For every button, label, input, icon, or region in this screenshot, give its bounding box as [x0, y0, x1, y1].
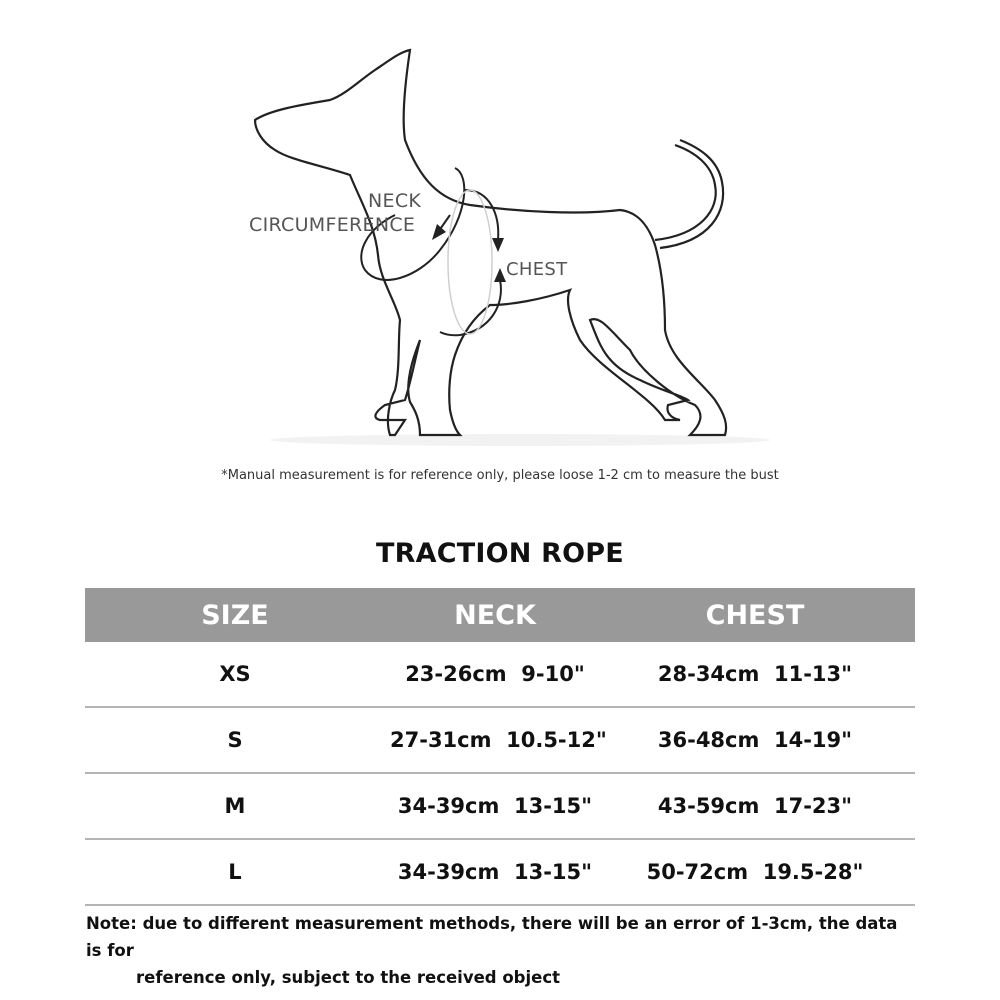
header-chest: CHEST: [705, 599, 805, 631]
chest-cell: 43-59cm 17-23": [657, 794, 853, 818]
table-header: [85, 588, 915, 642]
neck-cell: 27-31cm 10.5-12": [390, 728, 607, 752]
table-row: [85, 840, 915, 906]
neck-cell: 34-39cm 13-15": [397, 860, 593, 884]
chest-cell: 36-48cm 14-19": [657, 728, 853, 752]
size-cell: XS: [219, 662, 251, 686]
table-row: [85, 774, 915, 840]
table-title: TRACTION ROPE: [376, 538, 624, 569]
header-neck: NECK: [454, 599, 536, 631]
chest-label: CHEST: [506, 259, 568, 280]
size-cell: L: [228, 860, 242, 884]
size-table: [85, 588, 915, 906]
note-line-2: reference only, subject to the received object: [136, 968, 561, 987]
chest-cell: 28-34cm 11-13": [657, 662, 853, 686]
measurement-disclaimer: *Manual measurement is for reference only, please loose 1-2 cm to measure the bust: [221, 468, 779, 483]
chest-arrow-icon: [440, 190, 506, 335]
circumference-label: CIRCUMFERENCE: [249, 214, 416, 236]
size-cell: M: [224, 794, 246, 818]
table-row: [85, 708, 915, 774]
neck-cell: 34-39cm 13-15": [397, 794, 593, 818]
note-text: [86, 910, 916, 991]
neck-label: NECK: [368, 190, 422, 212]
table-row: [85, 642, 915, 708]
note-line-1: Note: due to different measurement methods, there will be an error of 1-3cm, the data is for: [86, 914, 898, 960]
header-size: SIZE: [201, 599, 269, 631]
chest-cell: 50-72cm 19.5-28": [646, 860, 864, 884]
size-cell: S: [227, 728, 243, 752]
neck-cell: 23-26cm 9-10": [405, 662, 585, 686]
